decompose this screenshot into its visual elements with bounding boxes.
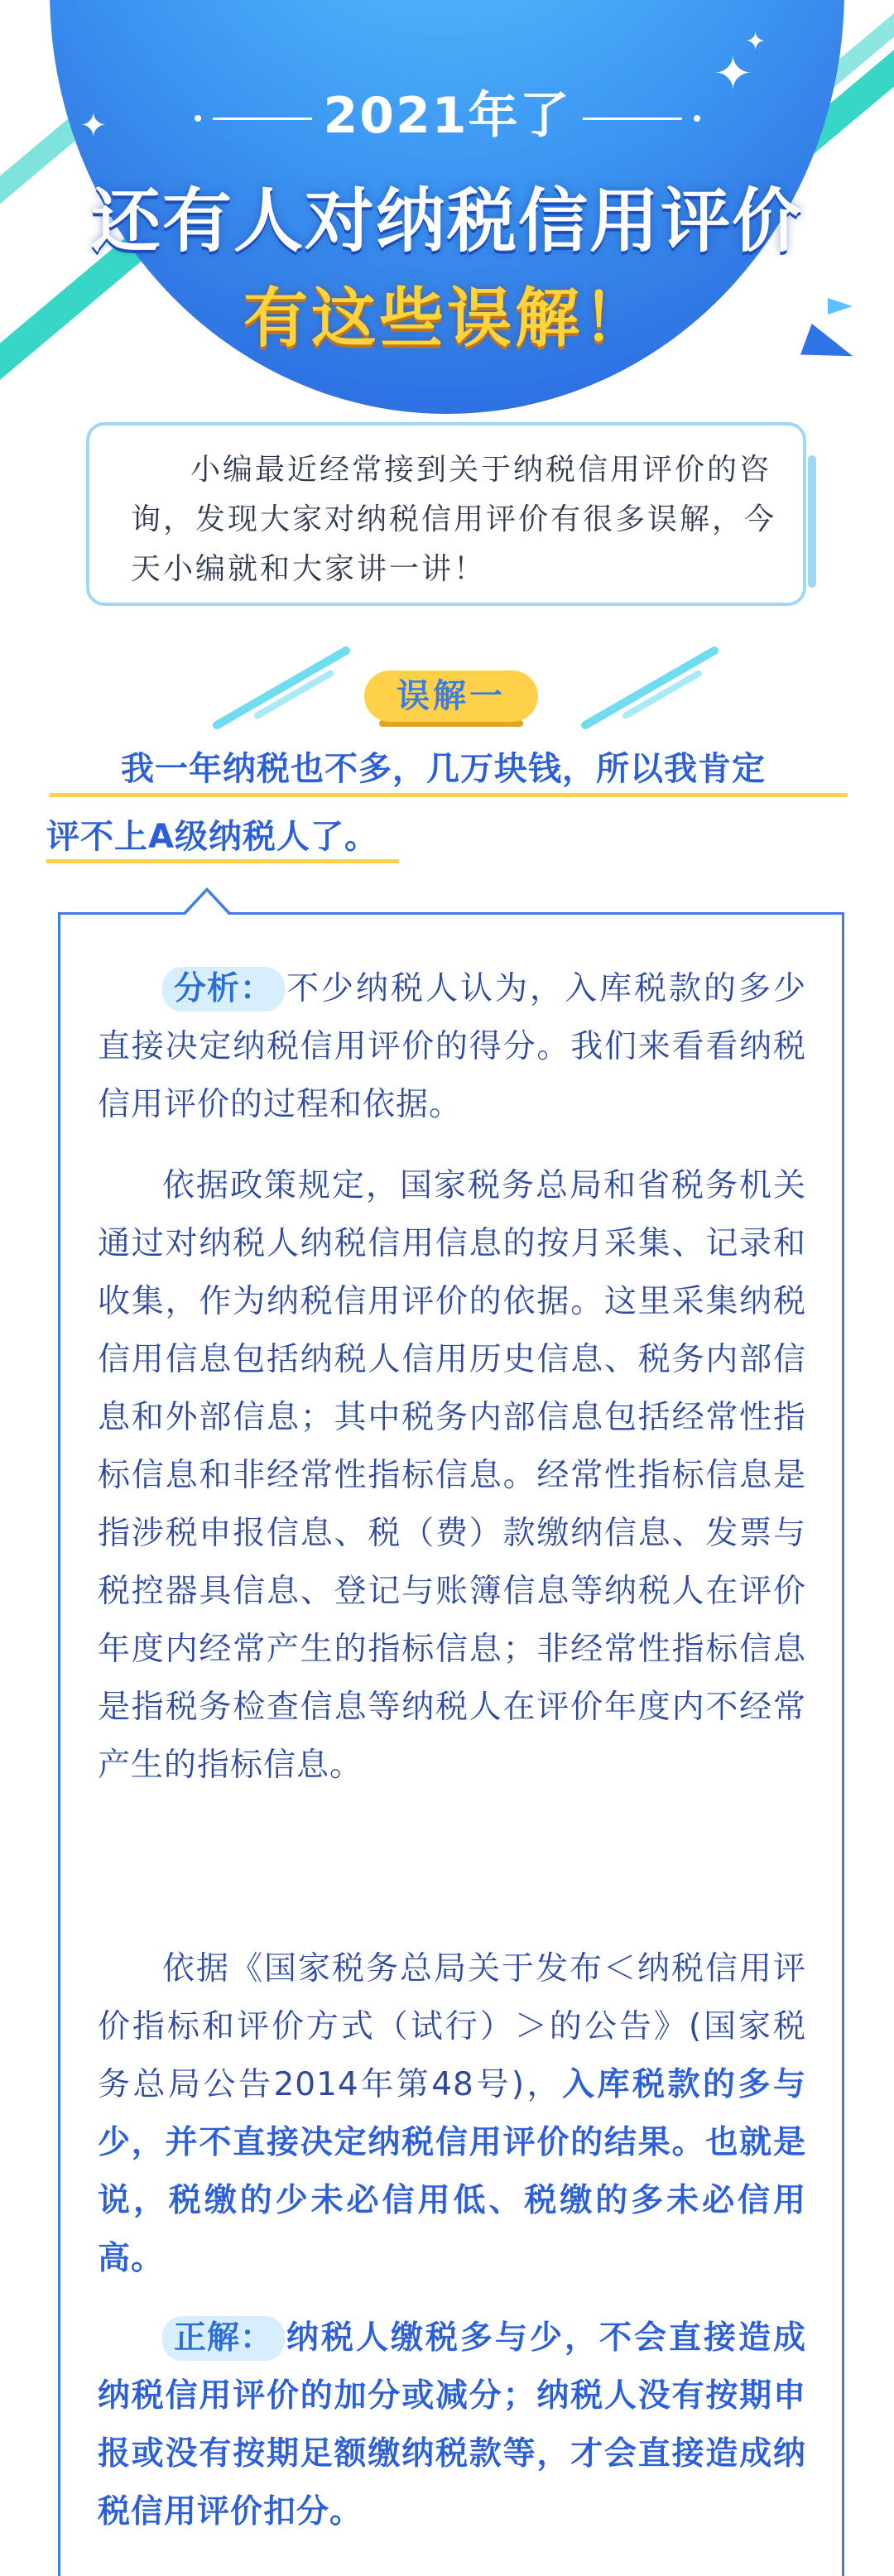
sparkle-icon: ✦	[79, 107, 108, 145]
intro-text: 小编最近经常接到关于纳税信用评价的咨询，发现大家对纳税信用评价有很多误解，今天小编就和大家讲一讲！	[131, 453, 777, 586]
decor-line	[211, 645, 352, 731]
year-text: 2021年了	[323, 87, 571, 145]
page-title: 还有人对纳税信用评价	[90, 180, 803, 262]
analysis-paragraph	[98, 960, 806, 1134]
analysis-text: 不少纳税人认为，入库税款的多少直接决定纳税信用评价的得分。我们来看看纳税信用评价的过程和依据。	[98, 970, 806, 1123]
myth-line-2: 评不上A级纳税人了。	[46, 818, 378, 856]
announcement-bold-text: 入库税款的多与少，并不直接决定纳税信用评价的结果。也就是说，税缴的少未必信用低、税缴的多未必信用高。	[98, 2066, 806, 2277]
section-badge: 误解一	[364, 670, 538, 722]
dot-icon	[694, 115, 700, 122]
intro-box	[86, 422, 806, 606]
dot-icon	[195, 115, 201, 122]
announcement-text: 依据《国家税务总局关于发布＜纳税信用评价指标和评价方式（试行）＞的公告》(国家税务总局公告2014年第48号)，	[98, 1950, 806, 2103]
announcement-paragraph	[98, 1940, 806, 2288]
myth-line-1: 我一年纳税也不多，几万块钱，所以我肯定	[121, 750, 766, 788]
sparkle-icon: ✦	[745, 27, 767, 56]
page-subtitle: 有这些误解！	[243, 281, 651, 356]
card-notch-fill	[185, 892, 228, 915]
decor-line	[579, 645, 720, 731]
analysis-tag: 分析：	[162, 967, 285, 1012]
header-banner	[0, 0, 894, 430]
policy-paragraph: 依据政策规定，国家税务总局和省税务机关通过对纳税人纳税信用信息的按月采集、记录和收集，作为纳税信用评价的依据。这里采集纳税信用信息包括纳税人信用历史信息、税务内部信息和外部信息；其中税务内部信息包括经常性指标信息和非经常性指标信息。经常性指标信息是指涉税申报信息、税（费）款缴纳信息、发票与税控器具信息、登记与账簿信息等纳税人在评价年度内经常产生的指标信息；非经常性指标信息是指税务检查信息等纳税人在评价年度内不经常产生的指标信息。	[98, 1167, 806, 1784]
divider	[213, 118, 312, 120]
divider	[583, 118, 682, 120]
correct-text: 纳税人缴税多与少，不会直接造成纳税信用评价的加分或减分；纳税人没有按期申报或没有按期足额缴纳税款等，才会直接造成纳税信用评价扣分。	[98, 2319, 806, 2530]
correct-answer-paragraph	[98, 2309, 806, 2541]
sparkle-icon: ✦	[714, 47, 752, 101]
correct-tag: 正解：	[162, 2316, 285, 2361]
header-year-line	[0, 76, 894, 147]
